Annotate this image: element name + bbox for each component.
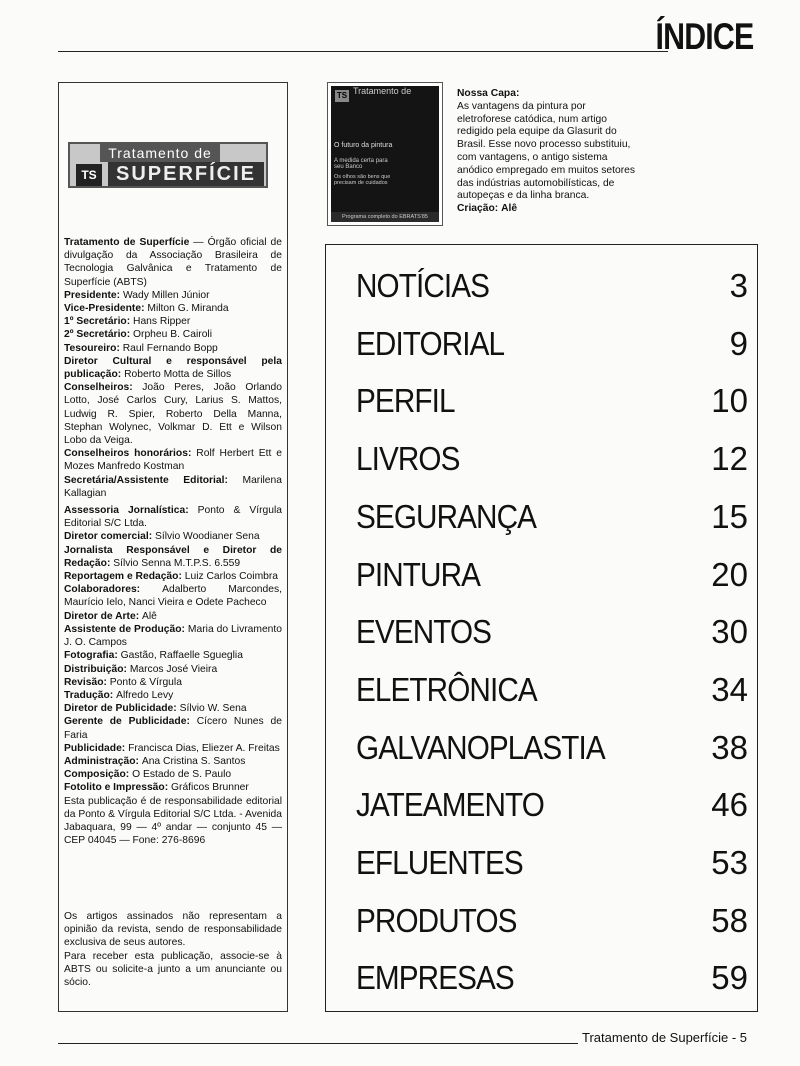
- credit-separator: :: [125, 769, 133, 781]
- toc-section-title: PERFIL: [356, 382, 455, 420]
- credit-entry: [64, 342, 282, 355]
- credit-separator: :: [129, 382, 143, 394]
- credit-value: Milton G. Miranda: [147, 303, 229, 315]
- credit-separator: :: [186, 716, 197, 728]
- responsibility-text: Esta publicação é de responsabilidade editorial da Ponto & Vírgula Editorial S/C Ltda. - Avenida Jabaquara, 99 — 4º andar — conjunto 45 — CEP 04045 — Fone: 276-8696: [64, 795, 282, 847]
- toc-entry: [356, 901, 748, 941]
- toc-page-number: 10: [711, 382, 748, 420]
- toc-entry: [356, 843, 748, 883]
- credit-label: Assessoria Jornalística: [64, 505, 186, 517]
- toc-section-title: EDITORIAL: [356, 324, 505, 362]
- credit-separator: :: [116, 289, 123, 301]
- credit-label: Presidente: [64, 289, 117, 301]
- credit-value: João Peres, João Orlando Lotto, José Carlos Cury, Larius S. Mattos, Ludwig R. Spier, Roberto Della Manna, Stephan Wolynec, Volkmar D. Ett e Wilson Lobo da Veiga.: [64, 382, 282, 447]
- credit-label: Assistente de Produção: [64, 623, 182, 635]
- credit-separator: :: [136, 584, 163, 596]
- credit-label: Publicidade: [64, 742, 122, 754]
- credit-entry: [64, 610, 282, 623]
- credit-label: Reportagem e Redação: [64, 571, 179, 583]
- credit-value: Hans Ripper: [133, 316, 191, 328]
- toc-section-title: LIVROS: [356, 440, 460, 478]
- intro-text: — Órgão oficial de divulgação da Associação Brasileira de Tecnologia Galvânica e Tratamento de Superfície (ABTS): [64, 237, 283, 288]
- credit-value: Ponto & Vírgula: [109, 676, 182, 688]
- credit-label: Colaboradores: [64, 584, 137, 596]
- credit-value: Maria do Livramento J. O. Campos: [64, 623, 282, 649]
- cover-title: Tratamento de: [353, 86, 412, 96]
- credits-list-2: [64, 504, 282, 794]
- credit-value: Rolf Herbert Ett e Mozes Manfredo Kostman: [64, 448, 283, 473]
- credit-separator: :: [178, 571, 185, 583]
- credit-label: Conselheiros honorários: [64, 448, 188, 460]
- credit-separator: :: [103, 676, 110, 688]
- cover-caption: [457, 88, 637, 216]
- credit-entry: [64, 570, 282, 583]
- credit-value: Cícero Nunes de Faria: [64, 716, 282, 741]
- toc-page-number: 15: [711, 497, 748, 535]
- credit-entry: [64, 447, 282, 473]
- credit-value: Alfredo Levy: [116, 689, 174, 701]
- cover-headline: O futuro da pintura: [334, 142, 393, 149]
- credit-value: Ana Cristina S. Santos: [141, 755, 246, 767]
- toc-section-title: PINTURA: [356, 555, 481, 593]
- credit-label: Tradução: [64, 689, 110, 701]
- credit-entry: [64, 530, 282, 543]
- credit-label: Administração: [64, 755, 136, 767]
- credit-value: Marcos José Vieira: [129, 663, 218, 675]
- credit-value: Gráficos Brunner: [171, 782, 249, 794]
- credit-separator: :: [185, 505, 198, 517]
- credit-entry: [64, 302, 282, 315]
- credit-separator: :: [116, 342, 123, 354]
- credit-label: Conselheiros: [64, 382, 130, 394]
- credit-separator: :: [141, 303, 148, 315]
- credit-value: Alê: [142, 610, 157, 622]
- toc-section-title: EVENTOS: [356, 613, 492, 651]
- credit-value: Roberto Motta de Sillos: [124, 369, 232, 381]
- toc-entry: [356, 958, 748, 998]
- credit-separator: :: [121, 742, 129, 754]
- caption-heading: Nossa Capa:: [457, 88, 520, 99]
- credit-separator: :: [181, 623, 188, 635]
- toc-entry: [356, 555, 748, 595]
- masthead-credits: [64, 236, 282, 847]
- logo-top-text: Tratamento de: [100, 144, 220, 162]
- credit-entry: [64, 781, 282, 794]
- credit-entry: [64, 742, 282, 755]
- credit-label: Vice-Presidente: [64, 303, 142, 315]
- masthead-intro: [64, 236, 282, 289]
- page-footer: Tratamento de Superfície - 5: [582, 1030, 747, 1045]
- credit-entry: [64, 583, 282, 609]
- toc-page-number: 58: [711, 901, 748, 939]
- toc-entry: [356, 785, 748, 825]
- footer-rule: [58, 1043, 578, 1044]
- disclaimer-2: Para receber esta publicação, associe-se à ABTS ou solicite-a junto a um anunciante ou sócio.: [64, 950, 282, 989]
- credit-separator: :: [109, 689, 117, 701]
- toc-entry: [356, 728, 748, 768]
- toc-entry: [356, 497, 748, 537]
- cover-subline-2: Os olhos são bens que precisam de cuidados: [334, 174, 391, 186]
- toc-section-title: EFLUENTES: [356, 844, 523, 881]
- credit-label: Revisão: [64, 676, 104, 688]
- toc-section-title: ELETRÔNICA: [356, 670, 537, 708]
- toc-section-title: GALVANOPLASTIA: [356, 728, 605, 766]
- cover-logo-mark: TS: [336, 91, 348, 100]
- toc-page-number: 38: [711, 728, 748, 766]
- credit-value: Wady Millen Júnior: [122, 289, 210, 301]
- disclaimer-1: Os artigos assinados não representam a opinião da revista, sendo de responsabilidade exclusiva de seus autores.: [64, 911, 282, 949]
- toc-page-number: 20: [711, 555, 748, 593]
- toc-section-title: JATEAMENTO: [356, 786, 544, 824]
- credits-list-1: [64, 289, 282, 500]
- credit-entry: [64, 623, 282, 649]
- toc-entry: [356, 324, 748, 364]
- toc-entry: [356, 266, 748, 306]
- credit-entry: [64, 315, 282, 328]
- toc-entry: [356, 439, 748, 479]
- credit-value: O Estado de S. Paulo: [132, 769, 232, 781]
- credit-entry: [64, 328, 282, 341]
- credit-separator: :: [123, 663, 130, 675]
- page-title: ÍNDICE: [655, 16, 753, 57]
- credit-separator: :: [126, 316, 134, 328]
- credit-label: Fotolito e Impressão: [64, 782, 165, 794]
- credit-value: Sílvio Senna M.T.P.S. 6.559: [113, 557, 241, 569]
- credit-value: Marilena Kallagian: [64, 474, 282, 499]
- toc-section-title: SEGURANÇA: [356, 497, 537, 535]
- credit-separator: :: [106, 557, 114, 569]
- credit-value: Gastão, Raffaelle Sgueglia: [120, 650, 243, 662]
- toc-section-title: PRODUTOS: [356, 901, 517, 939]
- credit-label: Gerente de Publicidade: [64, 716, 187, 728]
- cover-subline-1: A medida certa para seu Banco: [334, 158, 388, 170]
- credit-label: Fotografia: [64, 650, 115, 662]
- credit-separator: :: [126, 329, 134, 341]
- toc-page-number: 34: [711, 670, 748, 708]
- credit-entry: [64, 544, 282, 570]
- toc-page-number: 12: [711, 440, 748, 478]
- credit-separator: :: [224, 474, 243, 486]
- credit-separator: :: [187, 448, 197, 460]
- credit-separator: :: [135, 610, 143, 622]
- header-rule: [58, 51, 668, 52]
- credit-value: Orpheu B. Cairoli: [133, 329, 212, 341]
- credit-entry: [64, 504, 282, 530]
- credit-label: Diretor comercial: [64, 531, 149, 543]
- credit-separator: :: [148, 531, 155, 543]
- disclaimer: [64, 910, 282, 989]
- credit-entry: [64, 663, 282, 676]
- credit-value: Francisca Dias, Eliezer A. Freitas: [128, 742, 280, 754]
- toc-page-number: 30: [711, 613, 748, 651]
- intro-name: Tratamento de Superfície: [64, 237, 190, 248]
- credit-entry: [64, 702, 282, 715]
- toc-section-title: EMPRESAS: [356, 959, 514, 997]
- toc-page-number: 53: [711, 844, 748, 881]
- credit-separator: :: [117, 369, 125, 381]
- credit-value: Luiz Carlos Coimbra: [184, 571, 279, 583]
- logo-mark: TS: [76, 164, 102, 186]
- credit-label: Diretor Cultural e responsável pela publicação: [64, 355, 282, 381]
- caption-credit-value: Alê: [501, 203, 518, 215]
- credit-entry: [64, 755, 282, 768]
- toc-section-title: NOTÍCIAS: [356, 267, 490, 304]
- toc-page-number: 46: [711, 786, 748, 824]
- credit-entry: [64, 768, 282, 781]
- credit-value: Raul Fernando Bopp: [122, 342, 218, 354]
- caption-body: As vantagens da pintura por eletroforese catódica, num artigo redigido pela equipe da Glasurit do Brasil. Esse novo processo substituiu, com vantagens, o antigo sistema anódico empregado em muitos setores das indústrias automobilísticas, de autopeças e da linha branca.: [457, 100, 636, 202]
- credit-separator: :: [164, 782, 171, 794]
- credit-entry: [64, 676, 282, 689]
- cover-image: [331, 86, 439, 222]
- magazine-logo: [68, 142, 268, 188]
- toc-entry: [356, 381, 748, 421]
- credit-label: Composição: [64, 769, 126, 781]
- credit-value: Sílvio Woodianer Sena: [155, 531, 260, 543]
- toc-entry: [356, 612, 748, 652]
- cover-thumbnail: [327, 82, 443, 226]
- credit-label: Secretária/Assistente Editorial: [64, 474, 225, 486]
- toc-entry: [356, 670, 748, 710]
- credit-entry: [64, 381, 282, 447]
- credit-separator: :: [135, 755, 142, 767]
- credit-separator: :: [173, 703, 180, 715]
- credit-entry: [64, 474, 282, 500]
- credit-label: Diretor de Publicidade: [64, 703, 174, 715]
- caption-credit-label: Criação:: [457, 203, 499, 215]
- credit-label: Diretor de Arte: [64, 610, 136, 622]
- toc-page-number: 3: [729, 267, 748, 304]
- credit-entry: [64, 689, 282, 702]
- toc-page-number: 9: [729, 324, 748, 362]
- credit-entry: [64, 289, 282, 302]
- credit-entry: [64, 649, 282, 662]
- credit-label: Distribuição: [64, 663, 124, 675]
- credit-entry: [64, 715, 282, 741]
- credit-label: 2º Secretário: [64, 329, 127, 341]
- logo-main-text: SUPERFÍCIE: [108, 162, 264, 186]
- credit-value: Sílvio W. Sena: [179, 703, 247, 715]
- credit-label: Jornalista Responsável e Diretor de Redação: [64, 544, 282, 569]
- toc-page-number: 59: [711, 959, 748, 997]
- credit-value: Ponto & Vírgula Editorial S/C Ltda.: [64, 505, 283, 530]
- credit-label: Tesoureiro: [64, 342, 117, 354]
- credit-entry: [64, 355, 282, 381]
- credit-value: Adalberto Marcondes, Maurício Ielo, Nanci Vieira e Odete Pacheco: [64, 584, 282, 609]
- cover-footer: Programa completo do EBRATS'85: [331, 212, 439, 222]
- credit-label: 1º Secretário: [64, 316, 127, 328]
- credit-separator: :: [114, 650, 121, 662]
